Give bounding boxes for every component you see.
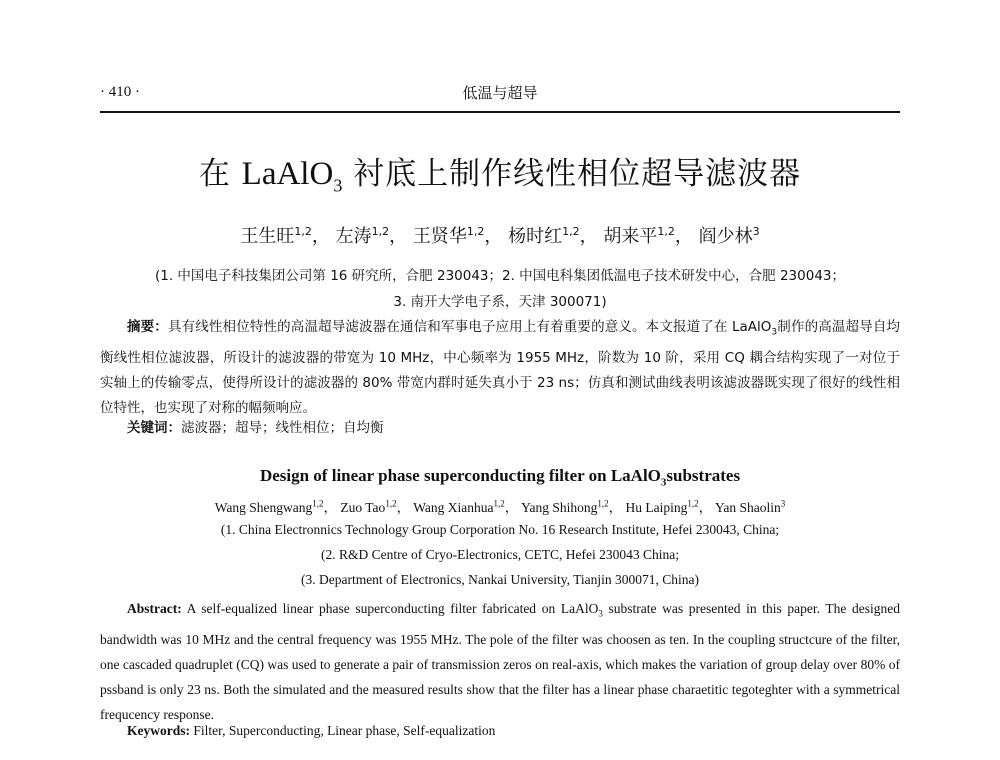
title-english <box>0 466 1000 488</box>
page-number: · 410 · <box>100 84 140 100</box>
author-en-sup: 1,2 <box>493 498 505 509</box>
author-en-name: Wang Shengwang <box>214 500 313 515</box>
authors-english <box>0 496 1000 516</box>
keywords-en-label: Keywords: <box>127 723 190 738</box>
abstract-en-text-a: A self-equalized linear phase superconducting filter fabricated on LaAlO <box>181 601 599 616</box>
keywords-english <box>127 723 495 739</box>
header-rule <box>100 111 900 113</box>
abstract-cn-text-a: 具有线性相位特性的高温超导滤波器在通信和军事电子应用上有着重要的意义。本文报道了在 LaAlO <box>167 319 772 335</box>
author-en-name: Wang Xianhua <box>413 500 494 515</box>
abstract-chinese <box>100 315 900 421</box>
title-en-tail: substrates <box>666 466 741 485</box>
author-en-name: Yan Shaolin <box>715 500 781 515</box>
author-cn <box>240 226 330 247</box>
author-cn-sup: 1,2 <box>371 225 390 238</box>
author-en-sup: 1,2 <box>687 498 699 509</box>
affiliation-en-line2: (2. R&D Centre of Cryo-Electronics, CETC, Hefei 230043 China; <box>320 547 680 562</box>
abstract-cn-sub: 3 <box>771 327 778 338</box>
author-en <box>340 500 410 515</box>
abstract-english <box>100 596 900 727</box>
affiliation-cn-line2: 3. 南开大学电子系，天津 300071) <box>393 294 607 310</box>
author-cn-name: 胡来平 <box>603 226 658 247</box>
author-cn-sep: ， <box>389 226 408 247</box>
author-cn-sup: 3 <box>752 225 760 238</box>
author-en-sep: ， <box>608 500 623 515</box>
author-en-sup: 1,2 <box>312 498 324 509</box>
author-en <box>626 500 713 515</box>
author-cn <box>603 226 693 247</box>
author-cn <box>336 226 408 247</box>
title-en-sub: 3 <box>660 476 667 489</box>
author-cn-name: 王生旺 <box>240 226 295 247</box>
author-en-sep: ， <box>323 500 337 515</box>
author-cn-sup: 1,2 <box>294 225 312 238</box>
title-cn-material-sub: 3 <box>333 175 343 196</box>
author-cn-sep: ， <box>311 226 330 247</box>
author-en-name: Hu Laiping <box>625 500 688 515</box>
keywords-cn-text: 滤波器；超导；线性相位；自均衡 <box>181 420 384 436</box>
affiliation-cn-line1: (1. 中国电子科技集团公司第 16 研究所，合肥 230043；2. 中国电科集团低温电子技术研发中心，合肥 230043； <box>154 268 846 284</box>
author-en-sep: ， <box>698 500 713 515</box>
author-en-name: Yang Shihong <box>521 500 598 515</box>
author-cn <box>413 226 503 247</box>
abstract-cn-label: 摘要： <box>127 319 168 335</box>
author-en-sup: 1,2 <box>385 498 397 509</box>
keywords-cn-label: 关键词： <box>127 420 181 436</box>
author-en <box>413 500 518 515</box>
authors-chinese <box>0 222 1000 248</box>
author-en <box>215 500 337 515</box>
author-en-sup: 1,2 <box>597 498 609 509</box>
title-cn-suffix: 衬底上制作线性相位超导滤波器 <box>353 156 802 192</box>
author-cn-name: 阎少林 <box>698 226 753 247</box>
author-cn <box>699 226 760 247</box>
title-chinese <box>0 148 1000 197</box>
author-cn-name: 左涛 <box>335 226 372 247</box>
running-header <box>100 82 900 108</box>
abstract-en-text-b: substrate was presented in this paper. The designed bandwidth was 10 MHz and the central frequency was 1955 MHz. The pole of the filter was choosen as ten. In the coupling structcure of the filter, one cascaded quadruplet (CQ) was used to generate a pair of transmission zeros on real-axis, which makes the variation of group delay over 80% of pssband is only 23 ns. Both the simulated and the measured results show that the filter has a linear phase charaetitic tegoteghter with a symmetrical frequcency response. <box>100 601 900 722</box>
affiliation-en-line3: (3. Department of Electronics, Nankai University, Tianjin 300071, China) <box>300 572 700 587</box>
author-en-sup: 3 <box>780 498 786 509</box>
affiliation-en-line1: (1. China Electronnics Technology Group Corporation No. 16 Research Institute, Hefei 230043, China; <box>220 522 780 537</box>
author-cn-name: 杨时红 <box>508 226 563 247</box>
title-cn-material <box>241 156 343 196</box>
author-cn-sep: ， <box>484 226 503 247</box>
keywords-chinese <box>127 416 384 436</box>
author-en-name: Zuo Tao <box>340 500 386 515</box>
author-cn-sep: ， <box>674 226 693 247</box>
author-en <box>715 500 785 515</box>
abstract-en-sub: 3 <box>598 608 603 619</box>
author-en-sep: ， <box>504 500 519 515</box>
author-cn-sep: ， <box>579 226 598 247</box>
author-cn-name: 王贤华 <box>412 226 467 247</box>
abstract-cn-text-b: 制作的高温超导自均衡线性相位滤波器，所设计的滤波器的带宽为 10 MHz，中心频率为 1955 MHz，阶数为 10 阶，采用 CQ 耦合结构实现了一对位于实轴上的传输零点，使得所设计的滤波器的 80% 带宽内群时延失真小于 23 ns；仿真和测试曲线表明该滤波器既实现了很好的线性相位特性，也实现了对称的幅频响应。 <box>100 319 901 416</box>
title-cn-prefix: 在 <box>198 156 231 192</box>
journal-name: 低温与超导 <box>462 84 538 102</box>
title-cn-material-main: LaAlO <box>241 156 334 192</box>
abstract-en-label: Abstract: <box>127 601 182 616</box>
author-cn-sup: 1,2 <box>466 225 485 238</box>
author-cn-sup: 1,2 <box>657 225 675 238</box>
author-cn <box>508 226 598 247</box>
author-cn-sup: 1,2 <box>562 225 580 238</box>
keywords-en-text: Filter, Superconducting, Linear phase, Self-equalization <box>190 723 496 738</box>
title-en-main: Design of linear phase superconducting filter on LaAlO <box>259 466 661 485</box>
author-en <box>521 500 622 515</box>
author-en-sep: ， <box>396 500 411 515</box>
